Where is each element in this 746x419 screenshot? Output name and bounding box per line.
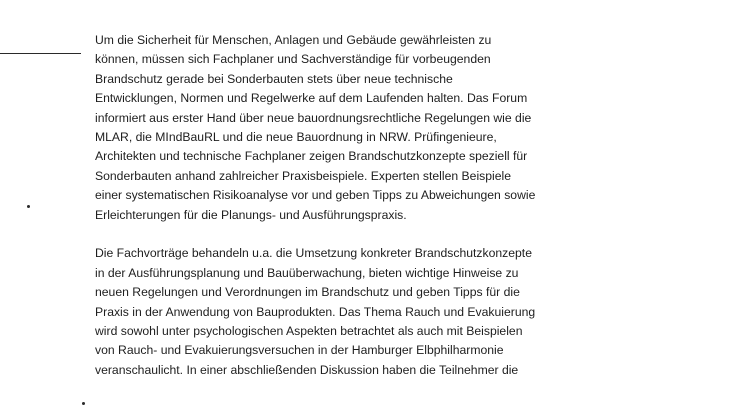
article-body	[95, 31, 565, 380]
sidebar-divider	[0, 53, 81, 54]
article-paragraph: Um die Sicherheit für Menschen, Anlagen und Gebäude gewährleisten zu können, müssen sich Fachplaner und Sachverständige für vorbeugenden Brandschutz gerade bei Sonderbauten stets über neue technische Entwicklungen, Normen und Regelwerke auf dem Laufenden halten. Das Forum informiert aus erster Hand über neue bauordnungsrechtliche Regelungen wie die MLAR, die MIndBauRL und die neue Bauordnung in NRW. Prüfingenieure, Architekten und technische Fachplaner zeigen Brandschutzkonzepte speziell für Sonderbauten anhand zahlreicher Praxisbeispiele. Experten stellen Beispiele einer systematischen Risikoanalyse vor und geben Tipps zu Abweichungen sowie Erleichterungen für die Planungs- und Ausführungspraxis.	[95, 33, 536, 222]
bullet-dot	[27, 205, 30, 208]
article-paragraph: Die Fachvorträge behandeln u.a. die Umsetzung konkreter Brandschutzkonzepte in der Ausführungsplanung und Bauüberwachung, bieten wichtige Hinweise zu neuen Regelungen und Verordnungen im Brandschutz und geben Tipps für die Praxis in der Anwendung von Bauprodukten. Das Thema Rauch und Evakuierung wird sowohl unter psychologischen Aspekten betrachtet als auch mit Beispielen von Rauch- und Evakuierungsversuchen in der Hamburger Elbphilharmonie veranschaulicht. In einer abschließenden Diskussion haben die Teilnehmer die	[95, 246, 536, 377]
cut-off-heading-text	[95, 0, 395, 2]
cut-off-heading	[95, 0, 395, 2]
bullet-dot	[82, 402, 85, 405]
